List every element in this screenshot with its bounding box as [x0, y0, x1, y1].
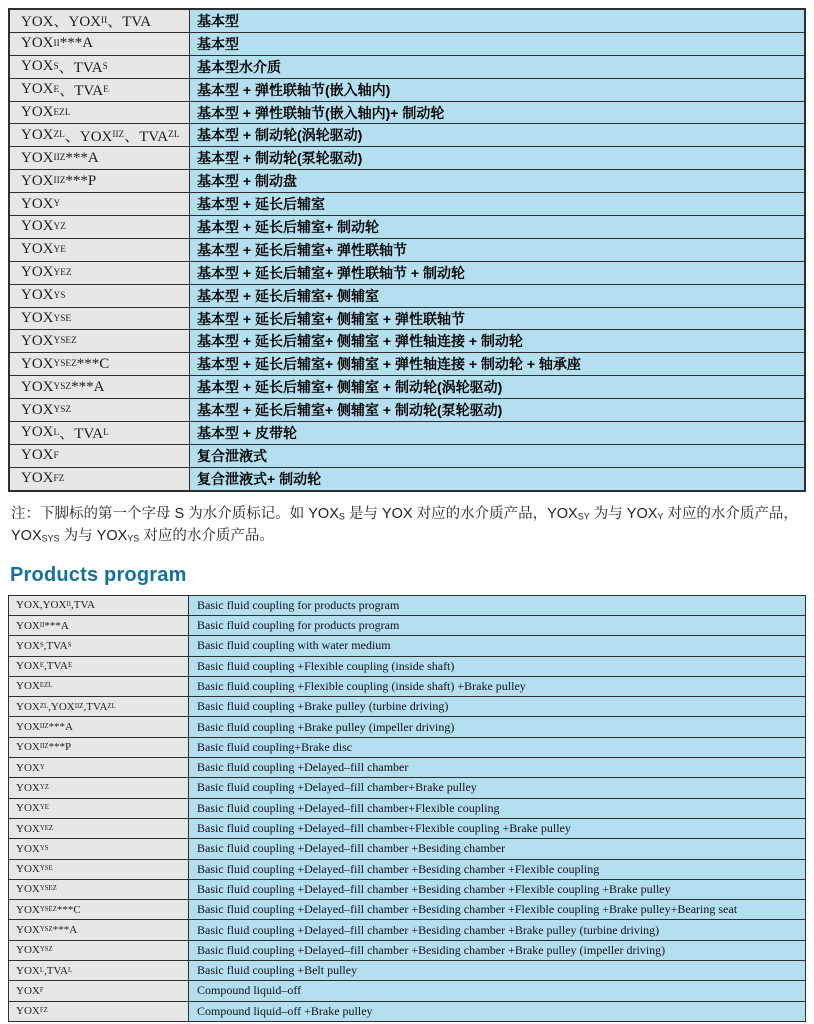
model-cell: YOX YS: [9, 839, 189, 858]
description-cell: 基本型 + 弹性联轴节(嵌入轴内)+ 制动轮: [190, 102, 804, 124]
description-cell: Basic fluid coupling +Flexible coupling (inside shaft) +Brake pulley: [189, 677, 805, 696]
description-cell: 基本型 + 延长后辅室+ 侧辅室: [190, 285, 804, 307]
products-table-en: [8, 595, 806, 1022]
table-row: [9, 777, 805, 797]
description-cell: Basic fluid coupling +Delayed–fill chamber +Besiding chamber +Brake pulley (turbine driving): [189, 920, 805, 939]
model-cell: YOX IIZ ***A: [10, 147, 190, 169]
description-cell: Basic fluid coupling +Delayed–fill chamber +Besiding chamber: [189, 839, 805, 858]
table-row: [9, 818, 805, 838]
description-cell: Basic fluid coupling +Delayed–fill chamber +Besiding chamber +Brake pulley (impeller driving): [189, 941, 805, 960]
table-row: [9, 696, 805, 716]
model-cell: YOX YSEZ ***C: [9, 900, 189, 919]
model-cell: YOX EZL: [9, 677, 189, 696]
table-row: [10, 55, 804, 78]
table-row: [10, 10, 804, 32]
description-cell: Basic fluid coupling for products program: [189, 596, 805, 615]
table-row: [9, 919, 805, 939]
description-cell: 基本型 + 制动轮(泵轮驱动): [190, 147, 804, 169]
table-row: [10, 123, 804, 146]
description-cell: 基本型 + 延长后辅室: [190, 193, 804, 215]
description-cell: Basic fluid coupling with water medium: [189, 636, 805, 655]
model-cell: YOX YEZ: [9, 819, 189, 838]
table-row: [9, 716, 805, 736]
model-cell: YOX YSEZ ***C: [10, 353, 190, 375]
table-row: [10, 467, 804, 490]
description-cell: 基本型 + 延长后辅室+ 制动轮: [190, 216, 804, 238]
model-cell: YOX YZ: [9, 778, 189, 797]
table-row: [9, 596, 805, 615]
table-row: [10, 261, 804, 284]
description-cell: Basic fluid coupling +Flexible coupling (inside shaft): [189, 657, 805, 676]
description-cell: 基本型 + 延长后辅室+ 弹性联轴节 + 制动轮: [190, 262, 804, 284]
table-row: [10, 329, 804, 352]
model-cell: YOX ZL ,YOX IIZ ,TVA ZL: [9, 697, 189, 716]
table-row: [10, 398, 804, 421]
table-row: [9, 635, 805, 655]
table-row: [9, 656, 805, 676]
table-row: [9, 737, 805, 757]
description-cell: 基本型 + 制动轮(涡轮驱动): [190, 124, 804, 146]
table-row: [9, 980, 805, 1000]
model-cell: YOX II ***A: [9, 616, 189, 635]
table-row: [9, 859, 805, 879]
description-cell: Compound liquid–off: [189, 981, 805, 1000]
model-cell: YOX YSZ ***A: [9, 920, 189, 939]
table-row: [10, 78, 804, 101]
description-cell: Basic fluid coupling +Delayed–fill chamber +Besiding chamber +Flexible coupling +Brake pulley: [189, 880, 805, 899]
description-cell: 基本型 + 弹性联轴节(嵌入轴内): [190, 79, 804, 101]
model-cell: YOX YSEZ: [9, 880, 189, 899]
description-cell: 基本型 + 延长后辅室+ 侧辅室 + 弹性轴连接 + 制动轮: [190, 330, 804, 352]
table-row: [10, 238, 804, 261]
table-row: [9, 960, 805, 980]
table-row: [9, 676, 805, 696]
table-row: [10, 284, 804, 307]
description-cell: Compound liquid–off +Brake pulley: [189, 1002, 805, 1021]
model-cell: YOX YSZ ***A: [10, 376, 190, 398]
description-cell: 基本型 + 制动盘: [190, 170, 804, 192]
model-cell: YOX S ,TVA S: [9, 636, 189, 655]
model-cell: YOX L 、TVA L: [10, 422, 190, 444]
table-row: [10, 146, 804, 169]
model-cell: YOX EZL: [10, 102, 190, 124]
model-cell: YOX IIZ ***P: [9, 738, 189, 757]
model-cell: YOX E 、TVA E: [10, 79, 190, 101]
description-cell: 复合泄液式: [190, 445, 804, 467]
model-cell: YOX E ,TVA E: [9, 657, 189, 676]
description-cell: Basic fluid coupling +Belt pulley: [189, 961, 805, 980]
model-cell: YOX YEZ: [10, 262, 190, 284]
table-row: [10, 32, 804, 55]
model-cell: YOX F: [9, 981, 189, 1000]
description-cell: Basic fluid coupling +Delayed–fill chamber+Brake pulley: [189, 778, 805, 797]
description-cell: 基本型: [190, 10, 804, 32]
description-cell: 基本型 + 延长后辅室+ 侧辅室 + 弹性轴连接 + 制动轮 + 轴承座: [190, 353, 804, 375]
section-heading: Products program: [10, 563, 187, 586]
model-cell: YOX,YOX II ,TVA: [9, 596, 189, 615]
description-cell: 基本型 + 皮带轮: [190, 422, 804, 444]
table-row: [9, 1001, 805, 1021]
table-row: [9, 838, 805, 858]
table-row: [9, 757, 805, 777]
model-cell: YOX YSZ: [9, 941, 189, 960]
model-cell: YOX YZ: [10, 216, 190, 238]
model-cell: YOX S 、TVA S: [10, 56, 190, 78]
model-cell: YOX L ,TVA L: [9, 961, 189, 980]
model-cell: YOX Y: [9, 758, 189, 777]
model-cell: YOX、YOX II 、TVA: [10, 10, 190, 32]
model-cell: YOX YE: [9, 799, 189, 818]
table-row: [9, 615, 805, 635]
description-cell: Basic fluid coupling +Brake pulley (impeller driving): [189, 717, 805, 736]
model-cell: YOX YSE: [9, 860, 189, 879]
model-cell: YOX F: [10, 445, 190, 467]
description-cell: 基本型 + 延长后辅室+ 侧辅室 + 弹性联轴节: [190, 308, 804, 330]
description-cell: Basic fluid coupling +Delayed–fill chamber +Besiding chamber +Flexible coupling: [189, 860, 805, 879]
table-row: [9, 899, 805, 919]
footnote: 注：下脚标的第一个字母 S 为水介质标记。如 $YOX_S$ 是与 YOX 对应的水介质产品，$YOX_{SY}$ 为与 $YOX_Y$ 对应的水介质产品，$YOX_{SYS}$ 为与 $YOX_{YS}$ 对应的水介质产品。: [11, 505, 798, 545]
model-cell: YOX IIZ ***A: [9, 717, 189, 736]
description-cell: Basic fluid coupling for products program: [189, 616, 805, 635]
description-cell: Basic fluid coupling+Brake disc: [189, 738, 805, 757]
model-cell: YOX II ***A: [10, 33, 190, 55]
table-row: [10, 169, 804, 192]
table-row: [9, 879, 805, 899]
model-cell: YOX YE: [10, 239, 190, 261]
description-cell: 基本型: [190, 33, 804, 55]
model-cell: YOX FZ: [10, 468, 190, 490]
description-cell: 基本型 + 延长后辅室+ 侧辅室 + 制动轮(泵轮驱动): [190, 399, 804, 421]
model-cell: YOX YSZ: [10, 399, 190, 421]
table-row: [10, 444, 804, 467]
model-cell: YOX Y: [10, 193, 190, 215]
model-cell: YOX FZ: [9, 1002, 189, 1021]
description-cell: 基本型水介质: [190, 56, 804, 78]
table-row: [10, 307, 804, 330]
table-row: [9, 940, 805, 960]
description-cell: 基本型 + 延长后辅室+ 侧辅室 + 制动轮(涡轮驱动): [190, 376, 804, 398]
table-row: [10, 215, 804, 238]
description-cell: 基本型 + 延长后辅室+ 弹性联轴节: [190, 239, 804, 261]
table-row: [10, 352, 804, 375]
table-row: [10, 101, 804, 124]
model-cell: YOX IIZ ***P: [10, 170, 190, 192]
description-cell: Basic fluid coupling +Brake pulley (turbine driving): [189, 697, 805, 716]
table-row: [10, 192, 804, 215]
description-cell: Basic fluid coupling +Delayed–fill chamber+Flexible coupling: [189, 799, 805, 818]
table-row: [9, 798, 805, 818]
model-cell: YOX ZL 、YOX IIZ 、TVA ZL: [10, 124, 190, 146]
description-cell: Basic fluid coupling +Delayed–fill chamber: [189, 758, 805, 777]
table-row: [10, 421, 804, 444]
model-cell: YOX YSEZ: [10, 330, 190, 352]
description-cell: 复合泄液式+ 制动轮: [190, 468, 804, 490]
description-cell: Basic fluid coupling +Delayed–fill chamber +Besiding chamber +Flexible coupling +Brake pulley+Bearing seat: [189, 900, 805, 919]
model-cell: YOX YS: [10, 285, 190, 307]
description-cell: Basic fluid coupling +Delayed–fill chamber+Flexible coupling +Brake pulley: [189, 819, 805, 838]
models-table-cn: [8, 8, 806, 492]
table-row: [10, 375, 804, 398]
model-cell: YOX YSE: [10, 308, 190, 330]
